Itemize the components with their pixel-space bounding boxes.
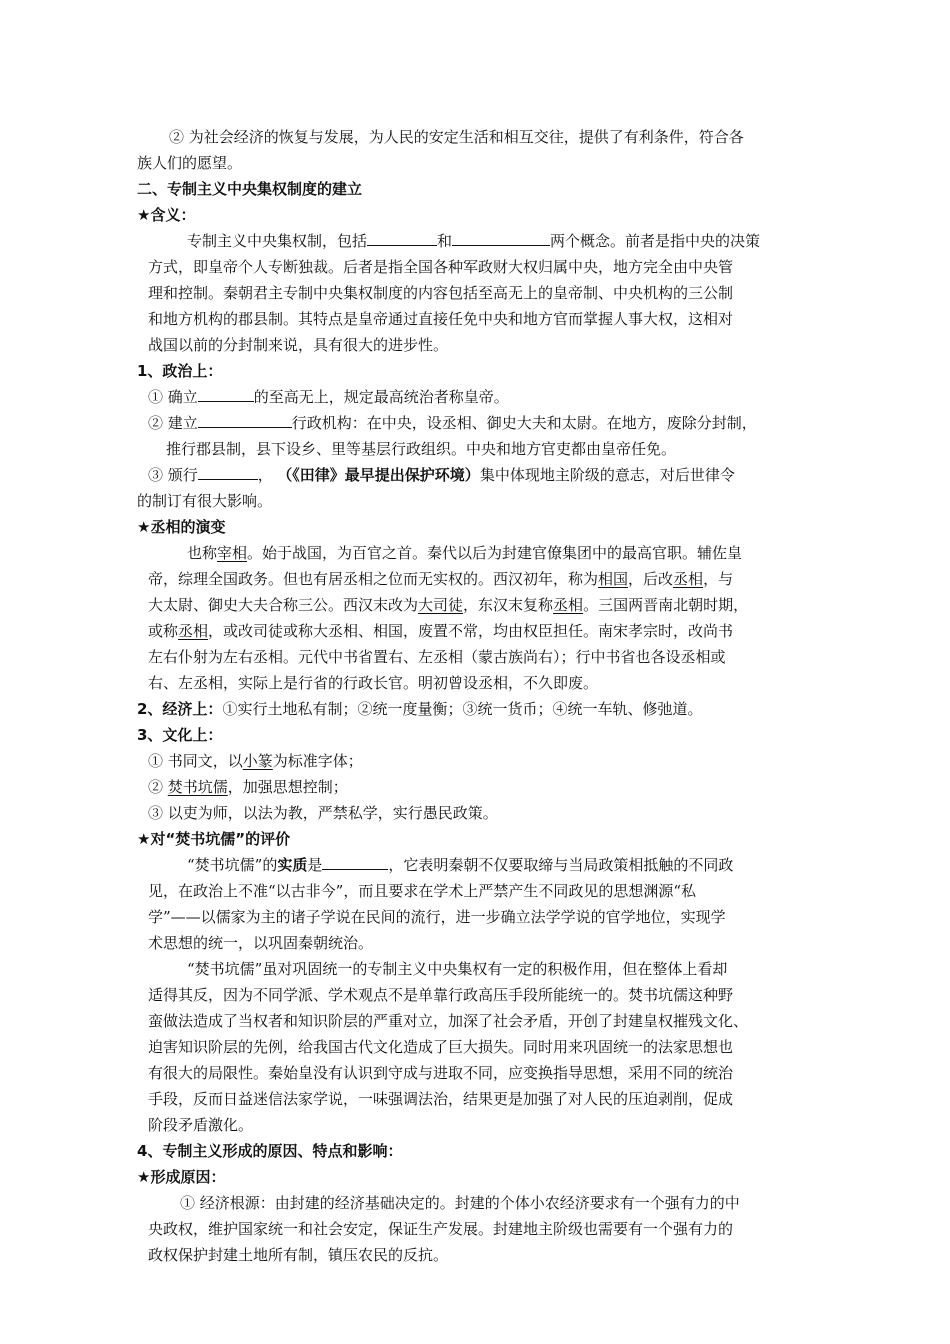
list-item: ② 建立 行政机构：在中央，设丞相、御史大夫和太尉。在地方，废除分封制， [148,411,757,435]
subsection-heading: ★含义： [137,206,196,224]
text-line: 手段，反而日益迷信法家学说，一味强调法治，结果更是加强了对人民的压迫剥削，促成 [148,1090,734,1108]
fill-blank [198,385,254,402]
text-line: 推行郡县制，县下设乡、里等基层行政组织。中央和地方官吏都由皇帝任免。 [166,440,677,458]
text-line: “焚书坑儒”虽对巩固统一的专制主义中央集权有一定的积极作用，但在整体上看却 [187,960,728,978]
text-line: 的制订有很大影响。 [137,492,273,510]
text-line: 帝，综理全国政务。但也有居丞相之位而无实权的。西汉初年，称为相国，后改丞相，与 [148,570,734,588]
text-line: ① 经济根源：由封建的经济基础决定的。封建的个体小农经济要求有一个强有力的中 [180,1194,740,1212]
text-line: 迫害知识阶层的先例，给我国古代文化造成了巨大损失。同时用来巩固统一的法家思想也 [148,1038,734,1056]
subsection-heading: ★对“焚书坑儒”的评价 [137,830,291,848]
text-line: 战国以前的分封制来说，具有很大的进步性。 [148,336,449,354]
text-line: 政权保护封建土地所有制，镇压农民的反抗。 [148,1246,449,1264]
text-line: 族人们的愿望。 [137,154,243,172]
text-line: 左右仆射为左右丞相。元代中书省置右、左丞相（蒙古族尚右）；行中书省也各设丞相或 [148,648,726,666]
fill-blank [198,463,258,480]
subsection-heading: ★形成原因： [137,1168,226,1186]
section-heading: 1、政治上： [137,362,223,380]
fill-blank [367,229,437,246]
text-line: 蛮做法造成了当权者和知识阶层的严重对立，加深了社会矛盾，开创了封建皇权摧残文化、 [148,1012,749,1030]
fill-blank [198,411,292,428]
text-line: 有很大的局限性。秦始皇没有认识到守成与进取不同，应变换指导思想，采用不同的统治 [148,1064,734,1082]
section-heading: 4、专制主义形成的原因、特点和影响： [137,1142,403,1160]
text-line: 见，在政治上不准“以古非今”，而且要求在学术上严禁产生不同政见的思想渊源“私 [148,882,697,900]
text-line: 也称宰相。始于战国，为百官之首。秦代以后为封建官僚集团中的最高官职。辅佐皇 [187,544,743,562]
text-line: ② 为社会经济的恢复与发展，为人民的安定生活和相互交往，提供了有利条件，符合各 [169,128,744,146]
text-line: 央政权，维护国家统一和社会安定，保证生产发展。封建地主阶级也需要有一个强有力的 [148,1220,734,1238]
text-line: 阶段矛盾激化。 [148,1116,254,1134]
list-item: ① 书同文，以小篆为标准字体； [148,752,363,770]
text-line: 术思想的统一，以巩固秦朝统治。 [148,934,374,952]
text-line: 专制主义中央集权制，包括 和 两个概念。前者是指中央的决策 [187,229,760,253]
text-line: 和地方机构的郡县制。其特点是皇帝通过直接任免中央和地方官而掌握人事大权，这相对 [148,310,734,328]
text-line: “焚书坑儒”的实质是 ，它表明秦朝不仅要取缔与当局政策相抵触的不同政 [187,853,733,877]
text-line: 理和控制。秦朝君主专制中央集权制度的内容包括至高无上的皇帝制、中央机构的三公制 [148,284,734,302]
list-item: ② 焚书坑儒，加强思想控制； [148,778,348,796]
text-line: 或称丞相，或改司徒或称大丞相、相国，废置不常，均由权臣担任。南宋孝宗时，改尚书 [148,622,734,640]
text-line: 适得其反，因为不同学派、学术观点不是单靠行政高压手段所能统一的。焚书坑儒这种野 [148,986,734,1004]
subsection-heading: ★丞相的演变 [137,518,226,536]
fill-blank [322,853,388,870]
list-item: ③ 颁行 ， （《田律》最早提出保护环境）集中体现地主阶级的意志，对后世律令 [148,463,735,487]
economy-line: 2、经济上：①实行土地私有制；②统一度量衡；③统一货币；④统一车轨、修弛道。 [137,700,703,718]
text-line: 大太尉、御史大夫合称三公。西汉末改为大司徒，东汉末复称丞相。三国两晋南北朝时期， [148,596,749,614]
section-heading: 二、专制主义中央集权制度的建立 [137,180,363,198]
section-heading: 3、文化上： [137,726,223,744]
fill-blank [452,229,550,246]
list-item: ① 确立 的至高无上，规定最高统治者称皇帝。 [148,385,509,409]
list-item: ③ 以吏为师，以法为教，严禁私学，实行愚民政策。 [148,804,498,822]
text-line: 方式，即皇帝个人专断独裁。后者是指全国各种军政财大权归属中央，地方完全由中央管 [148,258,734,276]
text-line: 右、左丞相，实际上是行省的行政长官。明初曾设丞相，不久即废。 [148,674,599,692]
text-line: 学”——以儒家为主的诸子学说在民间的流行，进一步确立法学学说的官学地位，实现学 [148,908,726,926]
